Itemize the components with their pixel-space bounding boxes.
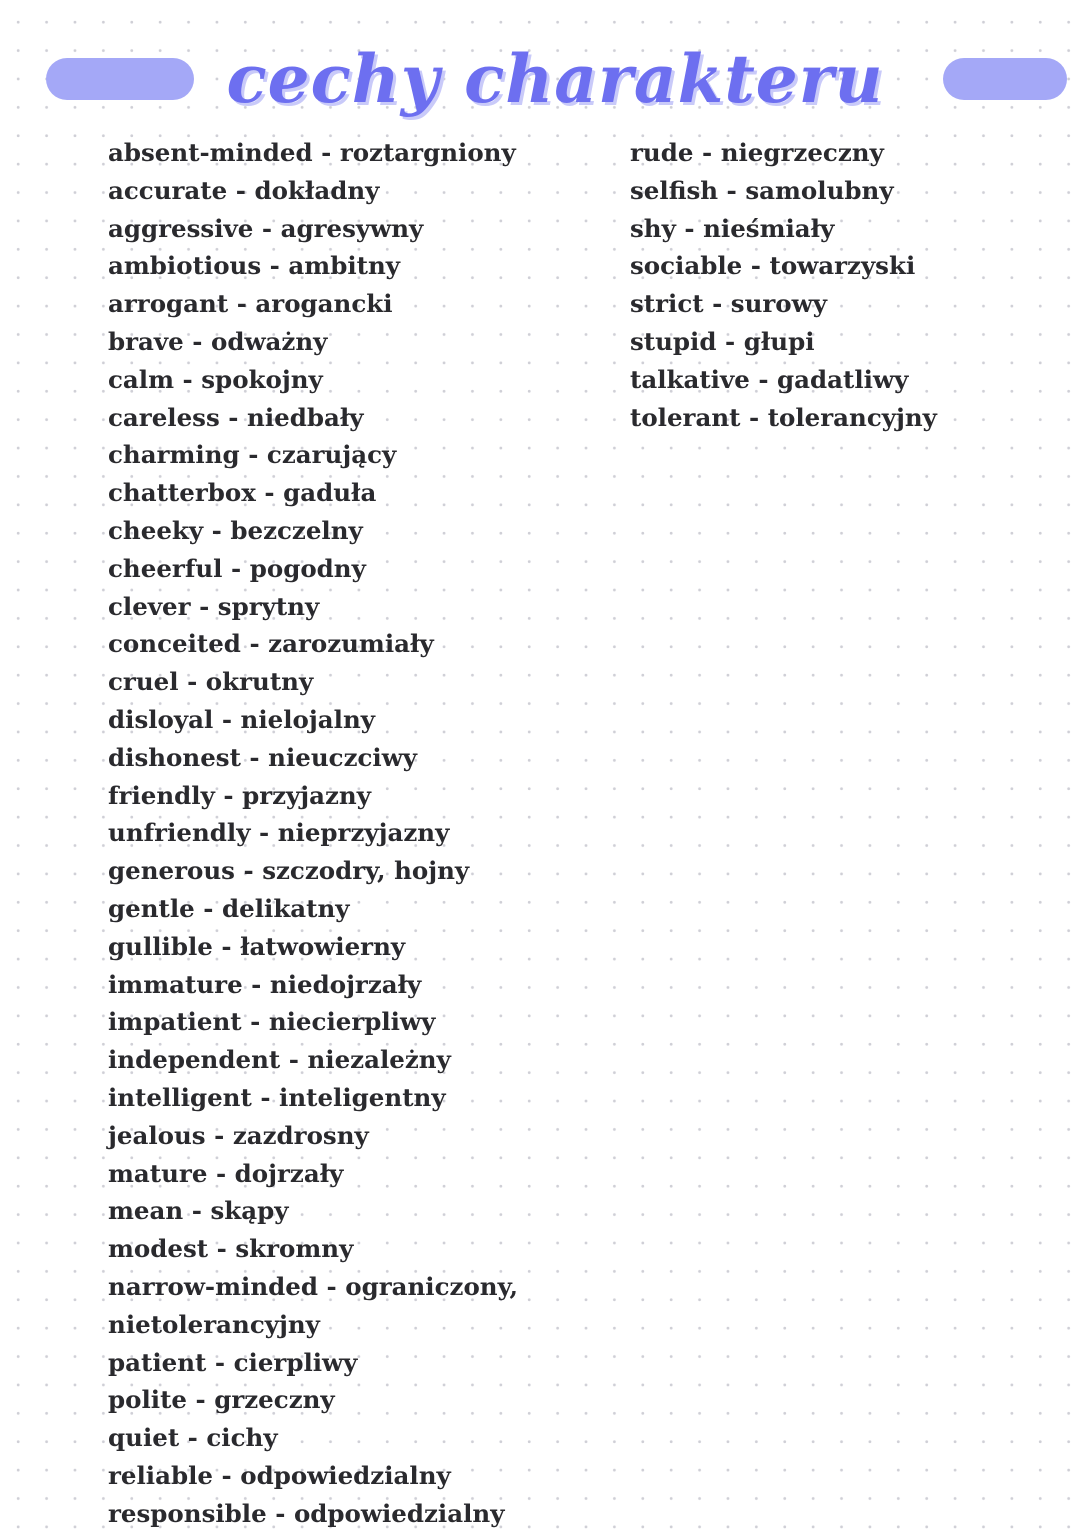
polish-translation: nieuczciwy <box>268 742 418 772</box>
polish-translation: sprytny <box>217 591 320 621</box>
polish-translation: nieśmiały <box>703 213 835 243</box>
vocabulary-entry <box>108 663 608 701</box>
polish-translation: szczodry, hojny <box>262 856 470 886</box>
vocabulary-entry <box>108 966 608 1004</box>
term-separator: - <box>240 629 269 659</box>
polish-translation: okrutny <box>205 667 314 697</box>
english-term: sociable <box>630 251 743 281</box>
term-separator: - <box>241 1007 269 1037</box>
term-separator: - <box>253 213 281 243</box>
polish-translation: ambitny <box>288 251 400 281</box>
term-separator: - <box>675 213 704 243</box>
vocabulary-entry <box>108 890 608 928</box>
vocabulary-entry <box>108 512 608 550</box>
vocabulary-entry <box>108 1230 608 1268</box>
polish-translation: grzeczny <box>214 1385 335 1415</box>
english-term: strict <box>630 289 704 319</box>
vocabulary-entry <box>108 172 608 210</box>
term-separator: - <box>179 1423 207 1453</box>
term-separator: - <box>187 1385 215 1415</box>
polish-translation: bezczelny <box>230 515 363 545</box>
polish-translation: dokładny <box>254 175 380 205</box>
polish-translation: zarozumiały <box>268 629 434 659</box>
term-separator: - <box>212 931 241 961</box>
polish-translation: odpowiedzialny <box>240 1460 451 1490</box>
term-separator: - <box>183 1196 211 1226</box>
term-separator: - <box>312 138 340 167</box>
english-term: accurate <box>108 175 228 205</box>
vocabulary-entry <box>108 1003 608 1041</box>
term-separator: - <box>250 818 278 848</box>
polish-translation: towarzyski <box>769 251 916 281</box>
english-term: gentle <box>108 893 195 923</box>
vocabulary-entry <box>108 1268 608 1306</box>
english-term: intelligent <box>108 1082 252 1112</box>
term-separator: - <box>214 780 243 810</box>
term-separator: - <box>266 1498 294 1528</box>
vocabulary-entry <box>108 1381 608 1419</box>
english-term: friendly <box>108 780 215 810</box>
english-term: polite <box>108 1385 187 1415</box>
vocabulary-entry <box>630 285 1050 323</box>
vocabulary-entry <box>108 550 608 588</box>
vocabulary-entry <box>108 1306 608 1344</box>
term-separator: - <box>203 515 231 545</box>
polish-translation: surowy <box>730 289 827 319</box>
term-separator: - <box>222 553 250 583</box>
polish-translation: arogancki <box>255 289 393 319</box>
vocabulary-entry <box>108 436 608 474</box>
term-separator: - <box>228 289 256 319</box>
english-term: narrow-minded <box>108 1271 318 1301</box>
term-separator: - <box>261 251 289 281</box>
english-term: cheeky <box>108 515 204 545</box>
term-separator: - <box>718 175 746 205</box>
term-separator: - <box>178 667 206 697</box>
vocabulary-entry <box>108 323 608 361</box>
term-separator: - <box>749 364 778 394</box>
english-term: quiet <box>108 1423 180 1453</box>
english-term: generous <box>108 856 235 886</box>
term-separator: - <box>251 1082 280 1112</box>
english-term: selfish <box>630 175 719 205</box>
english-term: brave <box>108 326 184 356</box>
english-term: charming <box>108 440 240 470</box>
term-separator: - <box>174 364 202 394</box>
polish-translation: skąpy <box>210 1196 289 1226</box>
english-term: chatterbox <box>108 478 256 508</box>
polish-translation: zazdrosny <box>232 1120 369 1150</box>
term-separator: - <box>318 1271 346 1301</box>
term-separator: - <box>213 704 241 734</box>
term-separator: - <box>280 1045 308 1075</box>
term-separator: - <box>242 969 270 999</box>
term-separator: - <box>239 440 267 470</box>
polish-translation: niegrzeczny <box>720 138 884 167</box>
polish-translation: samolubny <box>745 175 894 205</box>
english-term: ambiotious <box>108 251 262 281</box>
vocabulary-entry <box>108 210 608 248</box>
english-term: talkative <box>630 364 750 394</box>
vocabulary-entry <box>630 361 1050 399</box>
polish-translation: gaduła <box>283 478 377 508</box>
polish-translation: tolerancyjny <box>767 402 937 432</box>
english-term: cheerful <box>108 553 223 583</box>
english-term: impatient <box>108 1007 242 1037</box>
vocabulary-entry <box>108 701 608 739</box>
vocabulary-entry <box>108 928 608 966</box>
polish-translation: odpowiedzialny <box>293 1498 505 1528</box>
polish-translation: przyjazny <box>242 780 371 810</box>
polish-translation: cierpliwy <box>233 1347 358 1377</box>
polish-translation: czarujący <box>266 440 397 470</box>
vocabulary-entry <box>630 134 1050 172</box>
polish-translation: pogodny <box>249 553 366 583</box>
vocabulary-entry <box>108 777 608 815</box>
term-separator: - <box>703 289 731 319</box>
term-separator: - <box>213 1460 241 1490</box>
polish-translation: nieprzyjazny <box>277 818 450 848</box>
english-term: absent-minded <box>108 138 313 167</box>
decorative-pill-right <box>943 58 1067 100</box>
english-term: reliable <box>108 1460 214 1490</box>
term-separator: - <box>227 175 255 205</box>
vocabulary-entry <box>108 852 608 890</box>
polish-translation: niedbały <box>247 402 364 432</box>
vocabulary-entry <box>108 399 608 437</box>
vocabulary-entry <box>108 1419 608 1457</box>
term-separator: - <box>183 326 211 356</box>
term-separator: - <box>740 402 768 432</box>
vocabulary-entry <box>108 247 608 285</box>
vocabulary-entry <box>108 1041 608 1079</box>
english-term: stupid <box>630 326 717 356</box>
vocabulary-entry <box>108 1495 608 1532</box>
vocabulary-entry <box>108 739 608 777</box>
term-separator: - <box>219 402 248 432</box>
term-separator: - <box>208 1234 236 1264</box>
term-separator: - <box>190 591 218 621</box>
polish-translation: niezależny <box>307 1045 451 1075</box>
term-separator: - <box>234 856 263 886</box>
term-separator: - <box>742 251 770 281</box>
english-term: gullible <box>108 931 213 961</box>
vocabulary-entry <box>630 323 1050 361</box>
polish-translation: cichy <box>206 1423 278 1453</box>
polish-translation: nielojalny <box>240 704 375 734</box>
vocabulary-entry <box>108 361 608 399</box>
term-separator: - <box>207 1158 235 1188</box>
term-separator: - <box>205 1120 233 1150</box>
english-term: conceited <box>108 629 241 659</box>
vocabulary-entry <box>630 399 1050 437</box>
vocabulary-list-left <box>108 134 608 1532</box>
polish-translation: spokojny <box>201 364 323 394</box>
polish-translation: roztargniony <box>339 138 516 167</box>
english-term: aggressive <box>108 213 254 243</box>
english-term: mean <box>108 1196 184 1226</box>
polish-translation: głupi <box>743 326 815 356</box>
vocabulary-entry <box>108 1344 608 1382</box>
decorative-pill-left <box>46 58 194 100</box>
polish-translation: odważny <box>210 326 328 356</box>
english-term: immature <box>108 969 243 999</box>
polish-translation: skromny <box>235 1234 354 1264</box>
english-term: clever <box>108 591 191 621</box>
term-separator: - <box>255 478 284 508</box>
polish-translation: niedojrzały <box>269 969 422 999</box>
vocabulary-entry <box>108 285 608 323</box>
vocabulary-list-right <box>630 134 1050 436</box>
vocabulary-entry <box>108 1192 608 1230</box>
english-term: dishonest <box>108 742 241 772</box>
vocabulary-entry <box>108 1117 608 1155</box>
polish-translation: nietolerancyjny <box>108 1309 320 1339</box>
english-term: calm <box>108 364 175 394</box>
term-separator: - <box>194 893 222 923</box>
term-separator: - <box>716 326 744 356</box>
english-term: rude <box>630 138 694 167</box>
english-term: cruel <box>108 667 179 697</box>
english-term: careless <box>108 402 220 432</box>
english-term: mature <box>108 1158 208 1188</box>
polish-translation: ograniczony, <box>345 1271 519 1301</box>
vocabulary-entry <box>108 1079 608 1117</box>
vocabulary-entry <box>630 210 1050 248</box>
vocabulary-entry <box>108 134 608 172</box>
polish-translation: inteligentny <box>279 1082 446 1112</box>
english-term: shy <box>630 213 676 243</box>
english-term: modest <box>108 1234 209 1264</box>
term-separator: - <box>693 138 721 167</box>
polish-translation: dojrzały <box>234 1158 344 1188</box>
english-term: patient <box>108 1347 207 1377</box>
english-term: tolerant <box>630 402 741 432</box>
polish-translation: niecierpliwy <box>268 1007 436 1037</box>
term-separator: - <box>240 742 269 772</box>
vocabulary-entry <box>108 625 608 663</box>
vocabulary-entry <box>108 814 608 852</box>
vocabulary-entry <box>108 1457 608 1495</box>
english-term: responsible <box>108 1498 267 1528</box>
vocabulary-entry <box>108 474 608 512</box>
term-separator: - <box>206 1347 234 1377</box>
english-term: unfriendly <box>108 818 251 848</box>
vocabulary-entry <box>630 172 1050 210</box>
english-term: jealous <box>108 1120 206 1150</box>
vocabulary-entry <box>108 1155 608 1193</box>
english-term: independent <box>108 1045 281 1075</box>
polish-translation: łatwowierny <box>240 931 406 961</box>
page-title: cechy charakteru <box>226 40 884 118</box>
polish-translation: gadatliwy <box>777 364 909 394</box>
polish-translation: agresywny <box>280 213 424 243</box>
vocabulary-entry <box>108 588 608 626</box>
polish-translation: delikatny <box>221 893 350 923</box>
english-term: arrogant <box>108 289 229 319</box>
english-term: disloyal <box>108 704 214 734</box>
vocabulary-entry <box>630 247 1050 285</box>
